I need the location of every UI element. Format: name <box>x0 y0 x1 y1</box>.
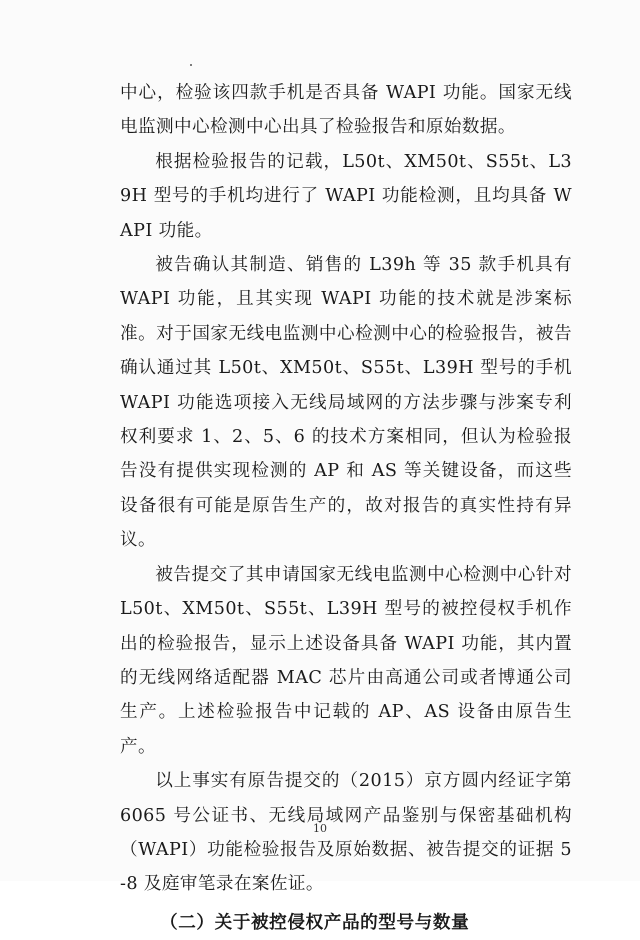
section-heading: （二）关于被控侵权产品的型号与数量 <box>160 911 470 933</box>
paragraph-2: 根据检验报告的记载，L50t、XM50t、S55t、L39H 型号的手机均进行了 WAPI 功能检测，且均具备 WAPI 功能。 <box>120 151 572 241</box>
paragraph-1-continuation: 中心，检验该四款手机是否具备 WAPI 功能。国家无线电监测中心检测中心出具了检验报告和原始数据。 <box>120 83 573 138</box>
scan-speck <box>190 64 192 66</box>
paragraph-4: 被告提交了其申请国家无线电监测中心检测中心针对 L50t、XM50t、S55t、L39H 型号的被控侵权手机作出的检验报告，显示上述设备具备 WAPI 功能，其内置的无线网络适配器 MAC 芯片由高通公司或者博通公司生产。上述检验报告中记载的 AP、AS 设备由原告生产。 <box>120 564 572 757</box>
paragraph-5: 以上事实有原告提交的（2015）京方圆内经证字第 6065 号公证书、无线局域网产品鉴别与保密基础机构（WAPI）功能检验报告及原始数据、被告提交的证据 5-8 及庭审笔录在案佐证。 <box>120 771 572 895</box>
page-number: 10 <box>313 822 327 835</box>
document-body <box>120 76 572 940</box>
paragraph-3: 被告确认其制造、销售的 L39h 等 35 款手机具有 WAPI 功能，且其实现 WAPI 功能的技术就是涉案标准。对于国家无线电监测中心检测中心的检验报告，被告确认通过其 L50t、XM50t、S55t、L39H 型号的手机 WAPI 功能选项接入无线局域网的方法步骤与涉案专利权利要求 1、2、5、6 的技术方案相同，但认为检验报告没有提供实现检测的 AP 和 AS 等关键设备，而这些设备很有可能是原告生产的，故对报告的真实性持有异议。 <box>120 255 572 551</box>
